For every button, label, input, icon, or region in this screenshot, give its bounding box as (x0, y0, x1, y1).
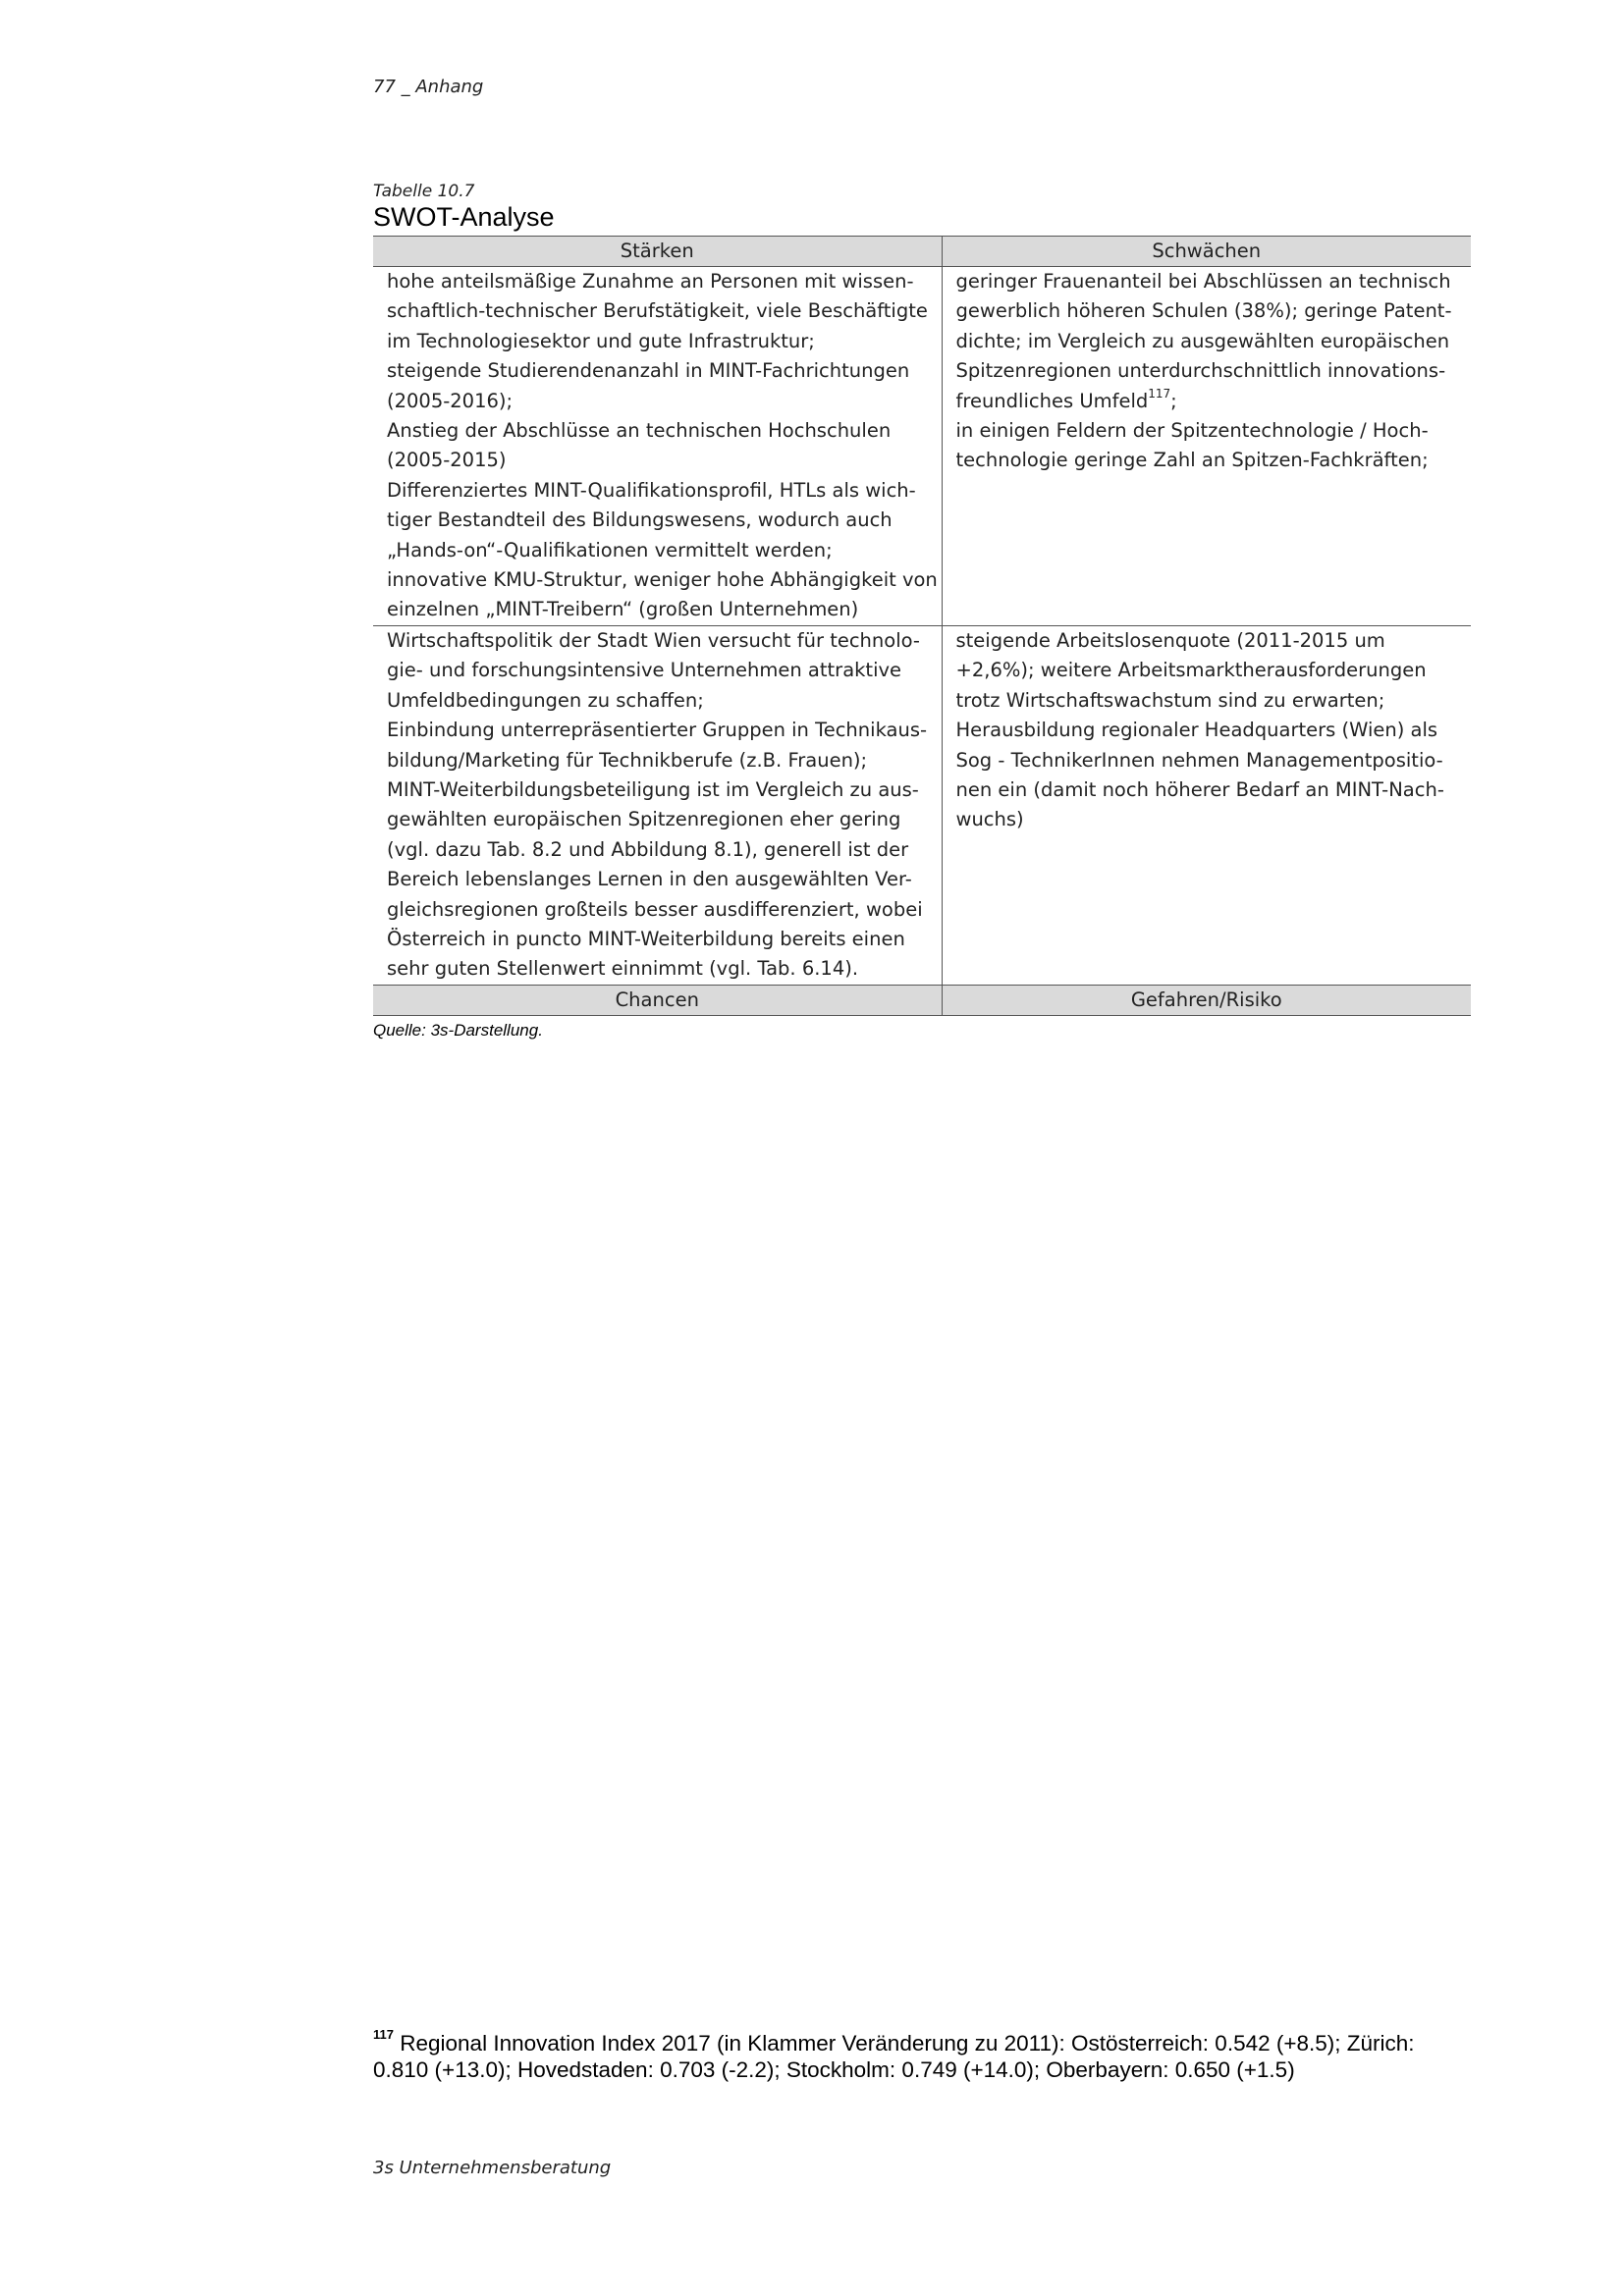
threat-line: +2,6%); weitere Arbeitsmarktherausforderungen (955, 659, 1427, 682)
strength-line: Anstieg der Abschlüsse an technischen Hochschulen (387, 419, 892, 443)
weakness-line: geringer Frauenanteil bei Abschlüssen an technisch (955, 270, 1451, 293)
strength-line: hohe anteilsmäßige Zunahme an Personen mit wissen- (387, 270, 914, 293)
weakness-line-with-footnote (956, 387, 1464, 416)
strength-line: im Technologiesektor und gute Infrastruktur; (387, 329, 815, 352)
header-strengths: Stärken (373, 237, 942, 267)
swot-header-row-bottom (373, 985, 1471, 1015)
weakness-line: technologie geringe Zahl an Spitzen-Fachkräften; (955, 449, 1429, 472)
table-source: Quelle: 3s-Darstellung. (373, 1021, 543, 1040)
strength-line: schaftlich-technischer Berufstätigkeit, viele Beschäftigte (387, 299, 928, 323)
strength-line: „Hands-on“-Qualifikationen vermittelt werden; (387, 538, 833, 561)
footnote-text-line1: Regional Innovation Index 2017 (in Klammer Veränderung zu 2011): Ostösterreich: 0.542 (+8.5); Zürich: (400, 2031, 1415, 2056)
threat-line: Sog - TechnikerInnen nehmen Managementpositio- (955, 748, 1443, 772)
weakness-line: gewerblich höheren Schulen (38%); geringe Patent- (955, 299, 1452, 323)
threat-line: nen ein (damit noch höherer Bedarf an MINT-Nach- (955, 777, 1444, 801)
opportunity-line: gleichsregionen großteils besser ausdifferenziert, wobei (387, 897, 923, 921)
header-weaknesses: Schwächen (942, 237, 1471, 267)
opportunity-line: Einbindung unterrepräsentierter Gruppen in Technikaus- (387, 719, 928, 742)
strength-line: tiger Bestandteil des Bildungswesens, wodurch auch (387, 508, 893, 532)
swot-table (373, 236, 1471, 1016)
footnote-reference[interactable]: 117 (1148, 386, 1171, 400)
opportunity-line: sehr guten Stellenwert einnimmt (vgl. Tab. 6.14). (387, 957, 859, 981)
weaknesses-cell (942, 267, 1471, 626)
threats-cell (942, 625, 1471, 985)
swot-row-external (373, 625, 1471, 985)
strength-line: innovative KMU-Struktur, weniger hohe Abhängigkeit von (387, 568, 938, 592)
opportunity-line: bildung/Marketing für Technikberufe (z.B. Frauen); (387, 748, 868, 772)
opportunity-line: (vgl. dazu Tab. 8.2 und Abbildung 8.1), generell ist der (387, 837, 909, 861)
page-footer: 3s Unternehmensberatung (373, 2158, 612, 2178)
opportunity-line: gie- und forschungsintensive Unternehmen attraktive (387, 659, 902, 682)
strength-line: (2005-2015) (387, 449, 507, 472)
footnote-number: 117 (373, 2027, 394, 2042)
table-title: SWOT-Analyse (373, 202, 555, 232)
weakness-text: freundliches Umfeld (955, 389, 1149, 412)
header-opportunities: Chancen (373, 985, 942, 1015)
strength-line: (2005-2016); (387, 389, 514, 412)
strength-line: steigende Studierendenanzahl in MINT-Fachrichtungen (387, 359, 910, 383)
threat-line: trotz Wirtschaftswachstum sind zu erwarten; (955, 688, 1385, 712)
threat-line: Herausbildung regionaler Headquarters (Wien) als (955, 719, 1438, 742)
threat-line: steigende Arbeitslosenquote (2011-2015 um (955, 628, 1385, 652)
strengths-cell (373, 267, 942, 626)
opportunity-line: Umfeldbedingungen zu schaffen; (387, 688, 704, 712)
opportunities-cell (373, 625, 942, 985)
opportunity-line: MINT-Weiterbildungsbeteiligung ist im Vergleich zu aus- (387, 777, 919, 801)
opportunity-line: Österreich in puncto MINT-Weiterbildung bereits einen (387, 927, 905, 950)
running-head: 77 _ Anhang (373, 77, 484, 97)
weakness-line: Spitzenregionen unterdurchschnittlich innovations- (955, 359, 1446, 383)
threat-line: wuchs) (955, 808, 1024, 831)
footnote-text-line2: 0.810 (+13.0); Hovedstaden: 0.703 (-2.2); Stockholm: 0.749 (+14.0); Oberbayern: 0.650 (+1.5) (373, 2057, 1295, 2082)
weakness-line: in einigen Feldern der Spitzentechnologie / Hoch- (955, 419, 1429, 443)
header-threats: Gefahren/Risiko (942, 985, 1471, 1015)
opportunity-line: Wirtschaftspolitik der Stadt Wien versucht für technolo- (387, 628, 920, 652)
footnote (373, 2027, 1471, 2083)
swot-header-row-top (373, 237, 1471, 267)
strength-line: einzelnen „MINT-Treibern“ (großen Unternehmen) (387, 598, 859, 621)
table-label: Tabelle 10.7 (373, 182, 475, 201)
opportunity-line: Bereich lebenslanges Lernen in den ausgewählten Ver- (387, 868, 912, 891)
strength-line: Differenziertes MINT-Qualifikationsprofil, HTLs als wich- (387, 478, 916, 502)
opportunity-line: gewählten europäischen Spitzenregionen eher gering (387, 808, 901, 831)
swot-row-internal (373, 267, 1471, 626)
weakness-line: dichte; im Vergleich zu ausgewählten europäischen (955, 329, 1450, 352)
weakness-text-suffix: ; (1170, 389, 1177, 412)
